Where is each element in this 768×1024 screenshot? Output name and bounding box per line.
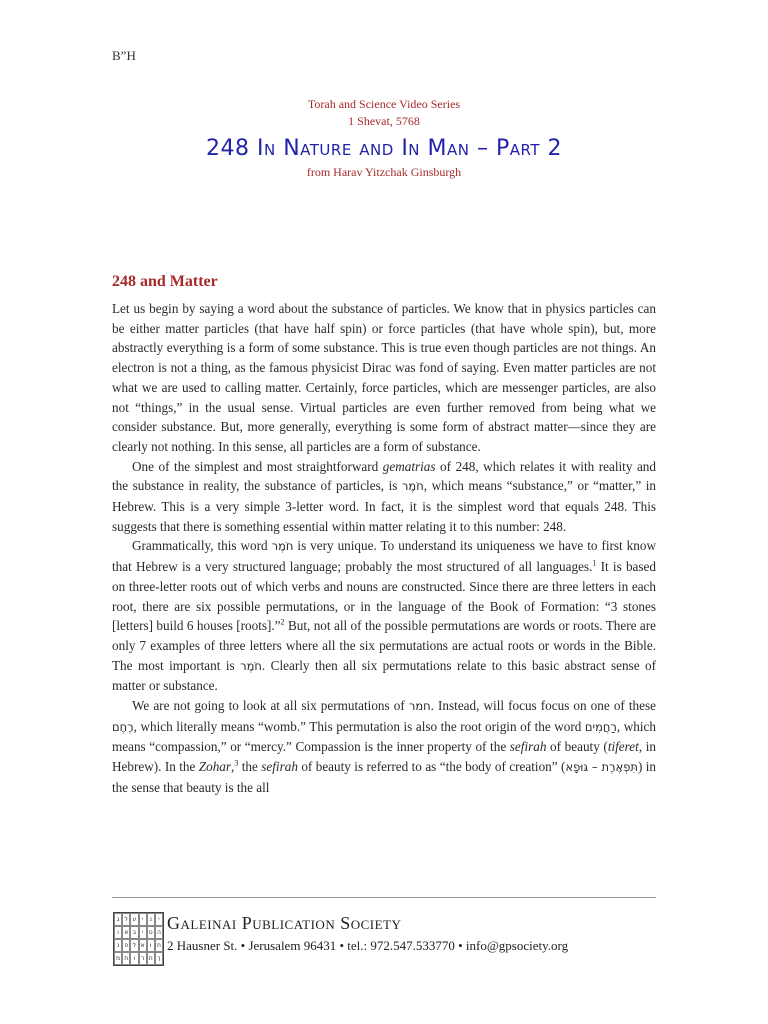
logo-letter: ך xyxy=(155,952,163,965)
section-title: 248 and Matter xyxy=(112,273,218,290)
term-sefirah: sefirah xyxy=(509,739,547,755)
logo-letter: ל xyxy=(122,913,130,926)
hebrew-phrase: תִּפְאֶרֶת – גּוּפָא xyxy=(565,760,638,775)
text-run: It is based on three-letter roots out of which verbs and nouns are constructed. Since there are three letters in each root, there are six possible permutations, or in the language of the Book of Formation: “3 stones [letters] build 6 houses [roots].” xyxy=(112,559,656,634)
logo-letter: ג xyxy=(114,913,122,926)
text-run: Grammatically, this word xyxy=(132,538,272,554)
logo-letter: א xyxy=(122,926,130,939)
text-run: . Clearly then all six permutations relate to this basic abstract sense of matter or substance. xyxy=(112,657,656,694)
text-run: , in Hebrew). In the xyxy=(112,739,656,775)
logo-letter: ע xyxy=(130,913,138,926)
paragraph-2 xyxy=(112,457,656,537)
logo-letter: י xyxy=(155,913,163,926)
footnote-ref: 3 xyxy=(234,758,239,768)
text-run: , which means “compassion,” or “mercy.” Compassion is the inner property of the xyxy=(112,718,656,755)
term-gematrias: gematrias xyxy=(382,458,436,474)
text-run: ) in the sense that beauty is the all xyxy=(112,759,657,795)
text-run: We are not going to look at all six permutations of xyxy=(132,698,409,714)
logo-letter: ת xyxy=(155,939,163,952)
logo-letter: י xyxy=(139,913,147,926)
term-zohar: Zohar xyxy=(198,759,232,775)
author-line: from Harav Yitzchak Ginsburgh xyxy=(306,165,462,179)
logo-letter: ט xyxy=(147,926,155,939)
bh-label: B”H xyxy=(112,48,136,63)
society-address: 2 Hausner St. • Jerusalem 96431 • tel.: 972.547.533770 • info@gpsociety.org xyxy=(167,938,569,953)
hebrew-word: חמר xyxy=(408,699,431,714)
text-run: , which means “substance,” or “matter,” in Hebrew. This is a very simple 3-letter word. In fact, it is the simplest word that equals 248. This suggests that there is something essential within matter relating it to this number: 248. xyxy=(112,478,656,534)
logo-letter: ו xyxy=(130,952,138,965)
hebrew-word: חֹמֶר xyxy=(401,479,424,494)
text-run: , xyxy=(231,759,235,775)
logo-letter: מ xyxy=(114,952,122,965)
page-title: 248 In Nature and In Man – Part 2 xyxy=(206,136,562,161)
body-text xyxy=(112,299,656,798)
series-title: Torah and Science Video Series xyxy=(307,97,461,111)
hebrew-word: חֹמֶר xyxy=(240,658,262,673)
society-logo-grid xyxy=(113,912,164,966)
paragraph-3 xyxy=(112,536,656,696)
text-run: One of the simplest and most straightforward xyxy=(132,458,383,474)
logo-letter: א xyxy=(139,939,147,952)
text-run: , which literally means “womb.” This permutation is also the root origin of the word xyxy=(133,718,585,734)
logo-letter: ה xyxy=(155,926,163,939)
text-run: of beauty ( xyxy=(546,739,608,755)
footnote-ref: 2 xyxy=(280,617,285,627)
society-name: Galeinai Publication Society xyxy=(167,913,402,933)
logo-letter: י xyxy=(139,926,147,939)
logo-letter: ב xyxy=(130,926,138,939)
hebrew-word: רֶחֶם xyxy=(112,719,134,734)
logo-letter: נ xyxy=(114,939,122,952)
paragraph-1: Let us begin by saying a word about the substance of particles. We know that in physics particles can be either matter particles (that have half spin) or force particles (that have whole spin), but, more abstractly everything is a form of some substance. This is true even though particles are not things. An electron is not a thing, as the famous physicist Dirac was fond of saying. Even matter particles are not what we are used to calling matter. Certainly, force particles, which are messenger particles, are also not “things,” in the usual sense. Virtual particles are even further removed from being what we consider substance. But, more generally, everything is some form of abstract matter—since they are clearly not nothing. In this sense, all particles are a form of substance. xyxy=(112,301,656,454)
logo-letter: פ xyxy=(122,939,130,952)
document-header xyxy=(0,96,768,180)
logo-letter: ר xyxy=(139,952,147,965)
term-sefirah: sefirah xyxy=(261,759,298,775)
text-run: But, not all of the possible permutations are words or roots. There are only 7 examples of three letters where all the six permutations are actual roots or words in the Bible. The most important is xyxy=(112,618,656,673)
logo-letter: ל xyxy=(130,939,138,952)
term-tiferet: tiferet xyxy=(607,739,639,755)
logo-letter: ו xyxy=(147,939,155,952)
hebrew-word: חֹמֶר xyxy=(271,539,294,554)
logo-letter: נ xyxy=(147,913,155,926)
text-run: . Instead, will focus focus on one of these xyxy=(430,698,656,714)
paragraph-4 xyxy=(112,696,656,798)
series-date: 1 Shevat, 5768 xyxy=(348,114,420,128)
text-run: of beauty is referred to as “the body of creation” ( xyxy=(297,759,566,775)
text-run: of 248, which relates it with reality and the substance in reality, the substance of particles, is xyxy=(112,458,656,494)
text-run: the xyxy=(238,759,262,775)
footnote-ref: 1 xyxy=(592,558,597,568)
logo-letter: ת xyxy=(122,952,130,965)
text-run: is very unique. To understand its uniqueness we have to first know that Hebrew is a very structured language; probably the most structured of all languages. xyxy=(112,538,656,575)
hebrew-word: רַחֲמִים xyxy=(584,719,617,734)
logo-letter: ו xyxy=(114,926,122,939)
footer-divider xyxy=(112,897,656,898)
logo-letter: ת xyxy=(147,952,155,965)
